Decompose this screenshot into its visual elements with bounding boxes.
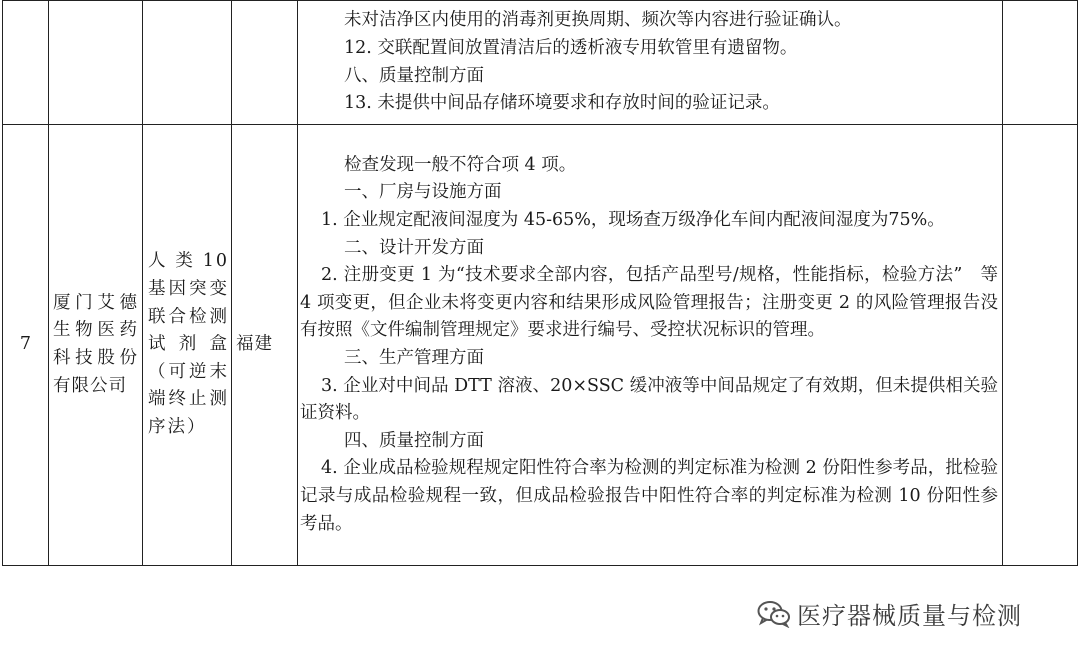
finding-line: 3. 企业对中间品 DTT 溶液、20×SSC 缓冲液等中间品规定了有效期，但未提供相关验证资料。	[300, 375, 998, 424]
cell-product-prev	[143, 1, 232, 125]
finding-line: 检查发现一般不符合项 4 项。	[344, 154, 577, 175]
cell-seq-prev	[3, 1, 49, 125]
cell-remark	[1003, 125, 1078, 566]
table-row-7	[3, 125, 1078, 566]
cell-remark-prev	[1003, 1, 1078, 125]
finding-line: 三、生产管理方面	[344, 348, 484, 368]
finding-line: 八、质量控制方面	[344, 65, 484, 86]
cell-province-prev	[232, 1, 298, 125]
finding-line: 2. 注册变更 1 为“技术要求全部内容，包括产品型号/规格，性能指标，检验方法” 等 4 项变更，但企业未将变更内容和结果形成风险管理报告；注册变更 2 的风险管理报告没有按照《文件编制管理规定》要求进行编号、受控状况标识的管理。	[300, 265, 1004, 341]
finding-line: 二、设计开发方面	[344, 237, 484, 258]
cell-seq: 7	[3, 125, 49, 566]
inspection-table	[2, 0, 1078, 566]
cell-findings-prev	[298, 1, 1003, 125]
cell-findings	[298, 125, 1003, 566]
cell-product: 人类10基因突变联合检测试剂盒（可逆末端终止测序法）	[143, 125, 232, 566]
finding-line: 一、厂房与设施方面	[344, 182, 502, 203]
finding-line: 13. 未提供中间品存储环境要求和存放时间的验证记录。	[344, 93, 780, 114]
cell-company: 厦门艾德生物医药科技股份有限公司	[49, 125, 143, 566]
finding-line: 1. 企业规定配液间湿度为 45-65%，现场查万级净化车间内配液间湿度为75%。	[321, 210, 945, 231]
finding-line: 4. 企业成品检验规程规定阳性符合率为检测的判定标准为检测 2 份阳性参考品，批检验记录与成品检验规程一致，但成品检验报告中阳性符合率的判定标准为检测 10 份阳性参考品。	[300, 458, 998, 534]
watermark-text: 医疗器械质量与检测	[797, 602, 1022, 630]
wechat-icon	[757, 600, 791, 628]
finding-line: 12. 交联配置间放置清洁后的透析液专用软管里有遗留物。	[344, 37, 798, 58]
cell-company-prev	[49, 1, 143, 125]
cell-province: 福建	[232, 125, 298, 566]
watermark	[757, 596, 1022, 631]
table-row-previous	[3, 1, 1078, 125]
finding-line: 四、质量控制方面	[344, 430, 484, 451]
finding-line: 未对洁净区内使用的消毒剂更换周期、频次等内容进行验证确认。	[344, 10, 852, 31]
